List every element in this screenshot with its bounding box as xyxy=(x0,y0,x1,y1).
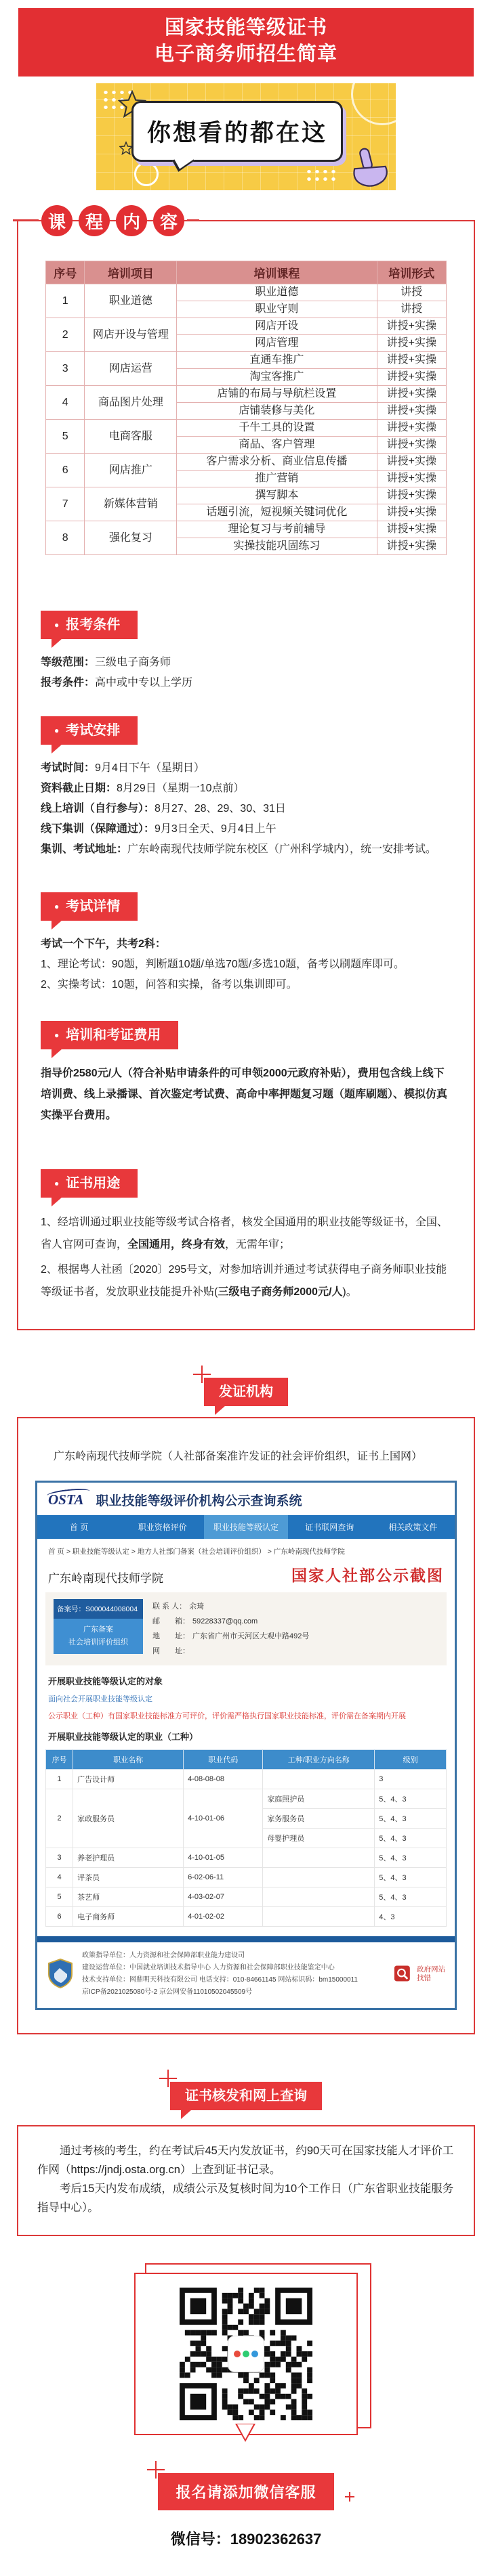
course-cell: 讲授+实操 xyxy=(377,420,446,437)
text-paragraph: 2、根据粤人社函〔2020〕295号文，对参加培训并通过考试获得电子商务师职业技能等级证书者，发放职业技能提升补贴(三级电子商务师2000元/人)。 xyxy=(41,1264,447,1298)
top-banner xyxy=(18,8,474,77)
jobs-col-header: 职业代码 xyxy=(184,1750,263,1770)
course-cell: 理论复习与考前辅导 xyxy=(177,521,377,538)
baokao-content xyxy=(41,653,451,693)
jobs-cell: 4-10-01-05 xyxy=(184,1848,263,1868)
contact-row: 联 系 人： 余琦 xyxy=(152,1602,205,1611)
course-cell: 4 xyxy=(46,386,85,420)
text-line: 线下集训（保障通过）：9月3日全天、9月4日上午 xyxy=(41,823,276,835)
course-row xyxy=(46,420,447,437)
course-cell: 讲授+实操 xyxy=(377,454,446,471)
course-cell: 商品图片处理 xyxy=(85,386,177,420)
jobs-cell: 养老护理员 xyxy=(73,1848,184,1868)
jobs-cell: 评茶员 xyxy=(73,1868,184,1887)
course-col-header: 培训课程 xyxy=(177,261,377,284)
course-cell: 3 xyxy=(46,352,85,386)
osta-footer-line: 京ICP备2021025080号-2 京公网安备11010502045509号 xyxy=(82,1988,253,1996)
course-cell: 讲授+实操 xyxy=(377,403,446,420)
jobs-cell: 茶艺师 xyxy=(73,1887,184,1907)
section-label-yongtu: ● 证书用途 xyxy=(41,1169,138,1198)
course-cell: 网店推广 xyxy=(85,454,177,487)
jobs-cell xyxy=(263,1770,375,1789)
contact-row: 邮 箱： 59228337@qq.com xyxy=(152,1617,258,1625)
jobs-cell: 3 xyxy=(375,1770,447,1789)
jobs-cell: 家务服务员 xyxy=(263,1809,375,1829)
hero-text: 你想看的都在这 xyxy=(146,120,327,146)
course-cell: 讲授+实操 xyxy=(377,538,446,555)
jobs-cell: 5、4、3 xyxy=(375,1829,447,1848)
course-cell: 讲授+实操 xyxy=(377,369,446,386)
course-table xyxy=(45,261,447,555)
course-content-title xyxy=(41,205,184,236)
gov-website-error-badge xyxy=(394,1963,445,1986)
course-cell: 讲授 xyxy=(377,301,446,318)
signup-wrap xyxy=(158,2473,333,2510)
jobs-cell: 5、4、3 xyxy=(375,1848,447,1868)
text-paragraph: 考后15天内发布成绩，成绩公示及复核时间为10个工作日（广东省职业技能服务指导中心）。 xyxy=(37,2183,454,2214)
text-line: 集训、考试地址：广东岭南现代技师学院东校区（广州科学城内），统一安排考试。 xyxy=(41,844,437,855)
jobs-cell xyxy=(263,1848,375,1868)
course-content-box xyxy=(17,211,475,1330)
course-row xyxy=(46,318,447,335)
osta-footer-line: 建设运营单位：中国就业培训技术指导中心 人力资源和社会保障部职业技能鉴定中心 xyxy=(82,1964,335,1971)
jobs-col-header: 级别 xyxy=(375,1750,447,1770)
circle-decoration xyxy=(134,162,159,186)
course-cell: 话题引流，短视频关键词优化 xyxy=(177,504,377,521)
jobs-table-header xyxy=(46,1750,447,1770)
record-tag: 广东备案 xyxy=(83,1625,113,1634)
osta-logo: OSTA xyxy=(48,1491,88,1508)
course-cell: 职业守则 xyxy=(177,301,377,318)
text-paragraph: 指导价2580元/人（符合补贴申请条件的可申领2000元政府补贴），费用包含线上线下培训费、线上录播课、首次鉴定考试费、高命中率押题复习题（题库刷题）、模拟仿真实操平台费用。 xyxy=(41,1068,448,1121)
text-line: 2、实操考试：10题，问答和实操，备考以集训即可。 xyxy=(41,979,298,990)
osta-record-card xyxy=(45,1592,447,1665)
gov-stamp-text: 国家人社部公示截图 xyxy=(291,1567,444,1584)
circle-decoration xyxy=(351,83,396,125)
hero-graphic xyxy=(96,83,396,190)
section-label-baokao: ● 报考条件 xyxy=(41,611,138,639)
course-cell: 电商客服 xyxy=(85,420,177,454)
jobs-cell: 家政服务员 xyxy=(73,1789,184,1848)
jobs-cell: 4 xyxy=(46,1868,73,1887)
osta-screenshot xyxy=(35,1481,457,2010)
course-col-header: 序号 xyxy=(46,261,85,284)
osta-nav-item[interactable]: 相关政策文件 xyxy=(388,1523,438,1532)
course-cell: 2 xyxy=(46,318,85,352)
xiangqing-content xyxy=(41,934,451,995)
jobs-cell: 4-08-08-08 xyxy=(184,1770,263,1789)
course-cell: 职业道德 xyxy=(177,284,377,301)
osta-target-blue-note: 面向社会开展职业技能等级认定 xyxy=(48,1695,152,1703)
section-label-issuer: 发证机构 xyxy=(204,1378,288,1406)
section-label-cert-query: 证书核发和网上查询 xyxy=(170,2082,322,2110)
course-cell: 推广营销 xyxy=(177,471,377,487)
osta-footer-line: 政策指导单位：人力资源和社会保障部职业能力建设司 xyxy=(82,1952,245,1959)
course-cell: 新媒体营销 xyxy=(85,487,177,521)
section-label-anpai: ● 考试安排 xyxy=(41,716,138,745)
wechat-id-text: 微信号：18902362637 xyxy=(170,2531,322,2548)
course-cell: 讲授+实操 xyxy=(377,471,446,487)
course-row xyxy=(46,352,447,369)
jobs-cell: 母婴护理员 xyxy=(263,1829,375,1848)
course-row xyxy=(46,386,447,403)
osta-footer xyxy=(37,1942,455,2008)
jobs-col-header: 职业名称 xyxy=(73,1750,184,1770)
course-cell: 讲授+实操 xyxy=(377,487,446,504)
logo-dot xyxy=(234,2351,241,2357)
course-row xyxy=(46,487,447,504)
course-row xyxy=(46,284,447,301)
osta-target-red-note: 公示职业（工种）有国家职业技能标准方可评价，评价需严格执行国家职业技能标准，评价需在备案期内开展 xyxy=(48,1712,406,1720)
qr-center-logo xyxy=(228,2336,264,2372)
osta-footer-bar xyxy=(37,1936,455,1942)
flyer-page xyxy=(0,8,492,2576)
osta-footer-line: 技术支持单位：网鼎明天科技有限公司 电话支持：010-84661145 网站标识码：bm15000011 xyxy=(82,1976,358,1984)
course-cell: 讲授+实操 xyxy=(377,437,446,454)
course-cell: 网店管理 xyxy=(177,335,377,352)
jobs-cell: 1 xyxy=(46,1770,73,1789)
logo-dot xyxy=(251,2351,258,2357)
course-cell: 讲授 xyxy=(377,284,446,301)
banner-title-line1: 国家技能等级证书 xyxy=(164,17,327,39)
jobs-cell: 4、3 xyxy=(375,1907,447,1927)
jobs-cell: 电子商务师 xyxy=(73,1907,184,1927)
jobs-row xyxy=(46,1770,447,1789)
record-tag: 社会培训评价组织 xyxy=(68,1638,128,1646)
qr-frame xyxy=(134,2273,358,2435)
record-tags xyxy=(54,1599,143,1659)
course-cell: 讲授+实操 xyxy=(377,318,446,335)
course-cell: 讲授+实操 xyxy=(377,352,446,369)
issuer-intro: 广东岭南现代技师学院（人社部备案准许发证的社会评价组织，证书上国网） xyxy=(54,1451,423,1462)
section-label-feiyong: ● 培训和考证费用 xyxy=(41,1021,178,1049)
star-icon xyxy=(119,141,133,158)
course-table-header xyxy=(46,261,447,284)
course-title-circle: 容 xyxy=(153,205,184,236)
jobs-cell: 4-01-02-02 xyxy=(184,1907,263,1927)
logo-dot xyxy=(243,2351,249,2357)
course-cell: 讲授+实操 xyxy=(377,386,446,403)
course-cell: 网店运营 xyxy=(85,352,177,386)
section-label-xiangqing: ● 考试详情 xyxy=(41,892,138,921)
course-cell: 商品、客户管理 xyxy=(177,437,377,454)
osta-nav-item[interactable]: 首 页 xyxy=(69,1523,89,1532)
text-line: 考试时间：9月4日下午（星期日） xyxy=(41,762,205,774)
issuer-box xyxy=(17,1417,475,2034)
jobs-row xyxy=(46,1848,447,1868)
course-cell: 7 xyxy=(46,487,85,521)
jobs-cell: 家庭照护员 xyxy=(263,1789,375,1809)
text-line: 资料截止日期：8月29日（星期一10点前） xyxy=(41,783,245,794)
course-title-circle: 内 xyxy=(116,205,147,236)
course-cell: 店铺的布局与导航栏设置 xyxy=(177,386,377,403)
osta-org-name: 广东岭南现代技师学院 xyxy=(48,1572,163,1585)
course-cell: 实操技能巩固练习 xyxy=(177,538,377,555)
yongtu-content xyxy=(41,1211,451,1303)
course-cell: 讲授+实操 xyxy=(377,521,446,538)
feiyong-content xyxy=(41,1063,451,1126)
jobs-cell: 2 xyxy=(46,1789,73,1848)
jobs-cell: 4-03-02-07 xyxy=(184,1887,263,1907)
jobs-cell: 6-02-06-11 xyxy=(184,1868,263,1887)
course-row xyxy=(46,521,447,538)
jobs-row xyxy=(46,1887,447,1907)
course-cell: 千牛工具的设置 xyxy=(177,420,377,437)
jobs-cell: 广告设计师 xyxy=(73,1770,184,1789)
course-cell: 讲授+实操 xyxy=(377,504,446,521)
magnifier-icon xyxy=(394,1963,414,1986)
jobs-cell xyxy=(263,1868,375,1887)
course-cell: 6 xyxy=(46,454,85,487)
pointing-hand-icon xyxy=(340,141,395,190)
course-title-circle: 程 xyxy=(79,205,110,236)
dot-grid-decoration xyxy=(305,160,336,183)
course-col-header: 培训形式 xyxy=(377,261,446,284)
contact-row: 网 址： xyxy=(152,1647,190,1655)
osta-target-title: 开展职业技能等级认定的对象 xyxy=(48,1676,163,1686)
course-cell: 8 xyxy=(46,521,85,555)
jobs-cell: 5、4、3 xyxy=(375,1868,447,1887)
osta-nav-item[interactable]: 职业资格评价 xyxy=(138,1523,187,1532)
jobs-cell: 3 xyxy=(46,1848,73,1868)
course-cell: 1 xyxy=(46,284,85,318)
text-paragraph: 通过考核的考生，约在考试后45天内发放证书，约90天可在国家技能人才评价工作网（https://jndj.osta.org.cn）上查到证书记录。 xyxy=(37,2145,454,2176)
course-cell: 强化复习 xyxy=(85,521,177,555)
contact-info xyxy=(152,1599,438,1659)
jobs-cell: 5、4、3 xyxy=(375,1789,447,1809)
osta-jobs-table xyxy=(45,1749,447,1927)
breadcrumb: 首 页 > 职业技能等级认定 > 地方人社部门备案（社会培训评价组织） > 广东岭南现代技师学院 xyxy=(48,1548,345,1556)
course-cell: 网店开设 xyxy=(177,318,377,335)
jobs-cell xyxy=(263,1887,375,1907)
text-line: 等级范围：三级电子商务师 xyxy=(41,657,171,668)
jobs-row xyxy=(46,1868,447,1887)
course-cell: 客户需求分析、商业信息传播 xyxy=(177,454,377,471)
jobs-col-header: 工种/职业方向名称 xyxy=(263,1750,375,1770)
osta-nav-item[interactable]: 证书联网查询 xyxy=(305,1523,354,1532)
anpai-content xyxy=(41,758,451,860)
osta-jobs-title: 开展职业技能等级认定的职业（工种） xyxy=(48,1732,199,1742)
course-col-header: 培训项目 xyxy=(85,261,177,284)
contact-row: 地 址： 广东省广州市天河区大观中路492号 xyxy=(152,1632,310,1640)
cert-query-box xyxy=(17,2125,475,2236)
issuer-label-wrap xyxy=(204,1378,288,1406)
jobs-cell: 4-10-01-06 xyxy=(184,1789,263,1848)
course-row xyxy=(46,454,447,471)
jobs-cell: 5、4、3 xyxy=(375,1887,447,1907)
jobs-cell xyxy=(263,1907,375,1927)
course-cell: 店铺装修与美化 xyxy=(177,403,377,420)
course-cell: 讲授+实操 xyxy=(377,335,446,352)
jobs-cell: 5 xyxy=(46,1887,73,1907)
osta-org-row xyxy=(37,1556,455,1586)
text-line: 考试一个下午，共考2科： xyxy=(41,938,166,950)
osta-nav-item[interactable]: 职业技能等级认定 xyxy=(204,1515,287,1539)
gov-badge-line: 找错 xyxy=(417,1974,431,1982)
banner-title-line2: 电子商务师招生简章 xyxy=(154,43,337,65)
signup-wechat-button[interactable]: 报名请添加微信客服 xyxy=(158,2473,333,2510)
course-title-circle: 课 xyxy=(41,205,73,236)
course-cell: 撰写脚本 xyxy=(177,487,377,504)
hero-speech-bubble xyxy=(131,101,343,162)
jobs-col-header: 序号 xyxy=(46,1750,73,1770)
course-cell: 淘宝客推广 xyxy=(177,369,377,386)
jobs-row xyxy=(46,1907,447,1927)
text-line: 1、理论考试：90题，判断题10题/单选70题/多选10题，备考以刷题库即可。 xyxy=(41,959,405,970)
gov-badge-line: 政府网站 xyxy=(417,1965,445,1973)
text-line: 线上培训（自行参与）：8月27、28、29、30、31日 xyxy=(41,803,286,814)
cert-query-label-wrap xyxy=(170,2082,322,2110)
jobs-cell: 6 xyxy=(46,1907,73,1927)
text-paragraph: 1、经培训通过职业技能等级考试合格者，核发全国通用的职业技能等级证书，全国、省人官网可查询，全国通用，终身有效，无需年审； xyxy=(41,1217,448,1250)
course-cell: 职业道德 xyxy=(85,284,177,318)
plus-decoration xyxy=(345,2492,354,2502)
text-line: 报考条件：高中或中专以上学历 xyxy=(41,677,193,689)
jobs-cell: 5、4、3 xyxy=(375,1809,447,1829)
course-cell: 直通车推广 xyxy=(177,352,377,369)
gov-shield-icon xyxy=(47,1958,74,1991)
course-cell: 网店开设与管理 xyxy=(85,318,177,352)
qr-frame-wrap xyxy=(134,2273,358,2435)
record-number: 备案号：S000044008004 xyxy=(54,1599,143,1619)
course-cell: 5 xyxy=(46,420,85,454)
osta-nav xyxy=(37,1515,455,1539)
osta-header xyxy=(37,1483,455,1515)
jobs-row xyxy=(46,1789,447,1809)
osta-system-title: 职业技能等级评价机构公示查询系统 xyxy=(96,1494,302,1508)
